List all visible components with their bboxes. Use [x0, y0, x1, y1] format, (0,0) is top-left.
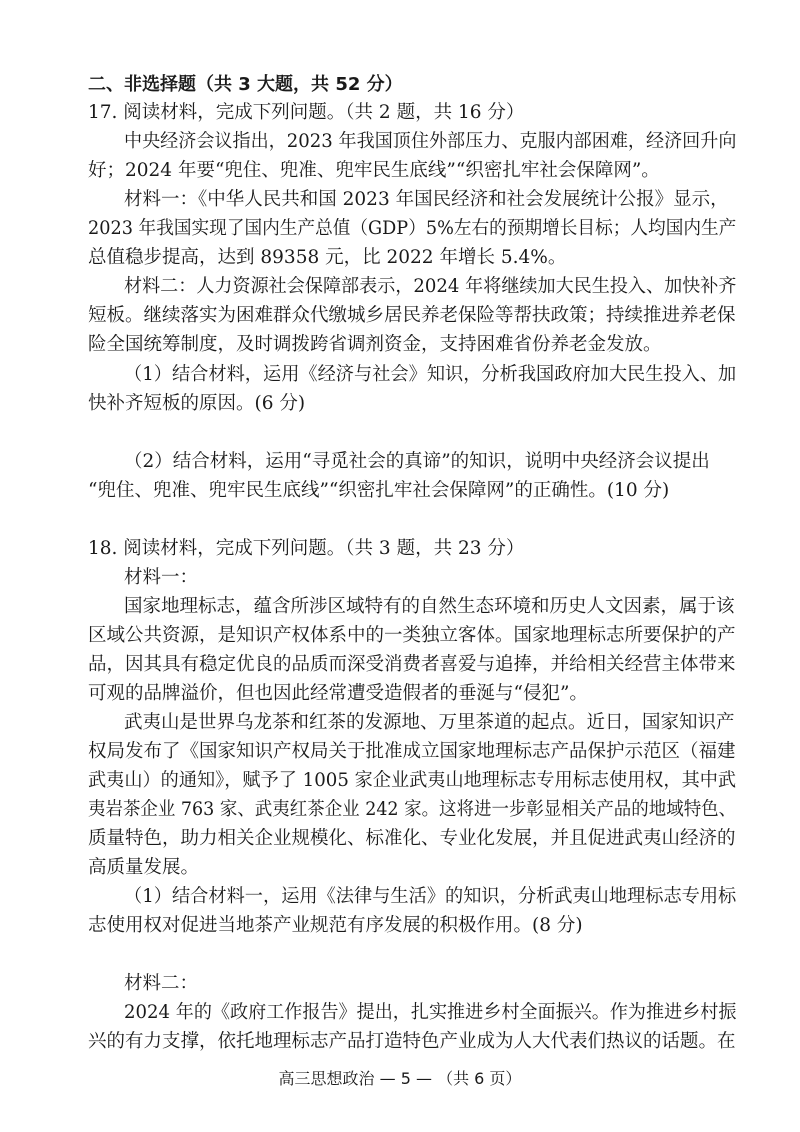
q18-material-1-line: 可观的品牌溢价，但也因此经常遭受造假者的垂涎与“侵犯”。: [88, 683, 588, 704]
q17-intro-line: 中央经济会议指出，2023 年我国顶住外部压力、克服内部困难，经济回升向: [124, 131, 737, 152]
question-17-stem: 17. 阅读材料，完成下列问题。（共 2 题，共 16 分）: [88, 102, 525, 123]
question-18-stem: 18. 阅读材料，完成下列问题。（共 3 题，共 23 分）: [88, 538, 525, 559]
q17-sub-question-2: （2）结合材料，运用“寻觅社会的真谛”的知识，说明中央经济会议提出: [124, 451, 710, 472]
q17-material-1-line: 材料一：《中华人民共和国 2023 年国民经济和社会发展统计公报》显示，: [124, 189, 729, 210]
q18-material-1-line: 品，因其具有稳定优良的品质而深受消费者喜爱与追捧，并给相关经营主体带来: [88, 654, 736, 675]
q18-material-1-label: 材料一：: [124, 567, 199, 588]
q17-sub-question-1: 快补齐短板的原因。(6 分): [88, 393, 306, 414]
q18-material-1-line: 高质量发展。: [88, 857, 200, 878]
q17-material-2-line: 短板。继续落实为困难群众代缴城乡居民养老保险等帮扶政策；持续推进养老保: [88, 305, 736, 326]
q18-material-1-line: 国家地理标志，蕴含所涉区域特有的自然生态环境和历史人文因素，属于该: [124, 596, 735, 617]
q17-material-1-line: 2023 年我国实现了国内生产总值（GDP）5%左右的预期增长目标；人均国内生产: [88, 218, 737, 239]
q17-sub-question-1: （1）结合材料，运用《经济与社会》知识，分析我国政府加大民生投入、加: [124, 364, 737, 385]
q18-material-1-line: 权局发布了《国家知识产权局关于批准成立国家地理标志产品保护示范区（福建: [88, 741, 736, 762]
q17-intro-line: 好；2024 年要“兜住、兜准、兜牢民生底线”“织密扎牢社会保障网”。: [88, 160, 660, 181]
page-footer: 高三思想政治 — 5 — （共 6 页）: [278, 1069, 522, 1088]
q18-material-2-line: 兴的有力支撑，依托地理标志产品打造特色产业成为人大代表们热议的话题。在: [88, 1031, 736, 1052]
q17-material-1-line: 总值稳步提高，达到 89358 元，比 2022 年增长 5.4%。: [88, 247, 567, 268]
q18-sub-question-1: （1）结合材料一，运用《法律与生活》的知识，分析武夷山地理标志专用标: [124, 886, 737, 907]
q18-material-2-line: 2024 年的《政府工作报告》提出，扎实推进乡村全面振兴。作为推进乡村振: [124, 1002, 737, 1023]
q17-material-2-line: 材料二：人力资源社会保障部表示，2024 年将继续加大民生投入、加快补齐: [124, 276, 737, 297]
q18-material-1-line: 武夷山）的通知》，赋予了 1005 家企业武夷山地理标志专用标志使用权，其中武: [88, 770, 737, 791]
q18-material-2-label: 材料二：: [124, 973, 199, 994]
q17-material-2-line: 险全国统筹制度，及时调拨跨省调剂资金，支持困难省份养老金发放。: [88, 334, 662, 355]
q18-sub-question-1: 志使用权对促进当地茶产业规范有序发展的积极作用。(8 分): [88, 915, 583, 936]
section-title: 二、非选择题（共 3 大题，共 52 分）: [88, 74, 403, 95]
q18-material-1-line: 质量特色，助力相关企业规模化、标准化、专业化发展，并且促进武夷山经济的: [88, 828, 736, 849]
q18-material-1-line: 夷岩茶企业 763 家、武夷红茶企业 242 家。这将进一步彰显相关产品的地域特色、: [88, 799, 737, 820]
q18-material-1-line: 武夷山是世界乌龙茶和红茶的发源地、万里茶道的起点。近日，国家知识产: [124, 712, 735, 733]
q18-material-1-line: 区域公共资源，是知识产权体系中的一类独立客体。国家地理标志所要保护的产: [88, 625, 736, 646]
q17-sub-question-2: “兜住、兜准、兜牢民生底线”“织密扎牢社会保障网”的正确性。(10 分): [88, 480, 670, 501]
